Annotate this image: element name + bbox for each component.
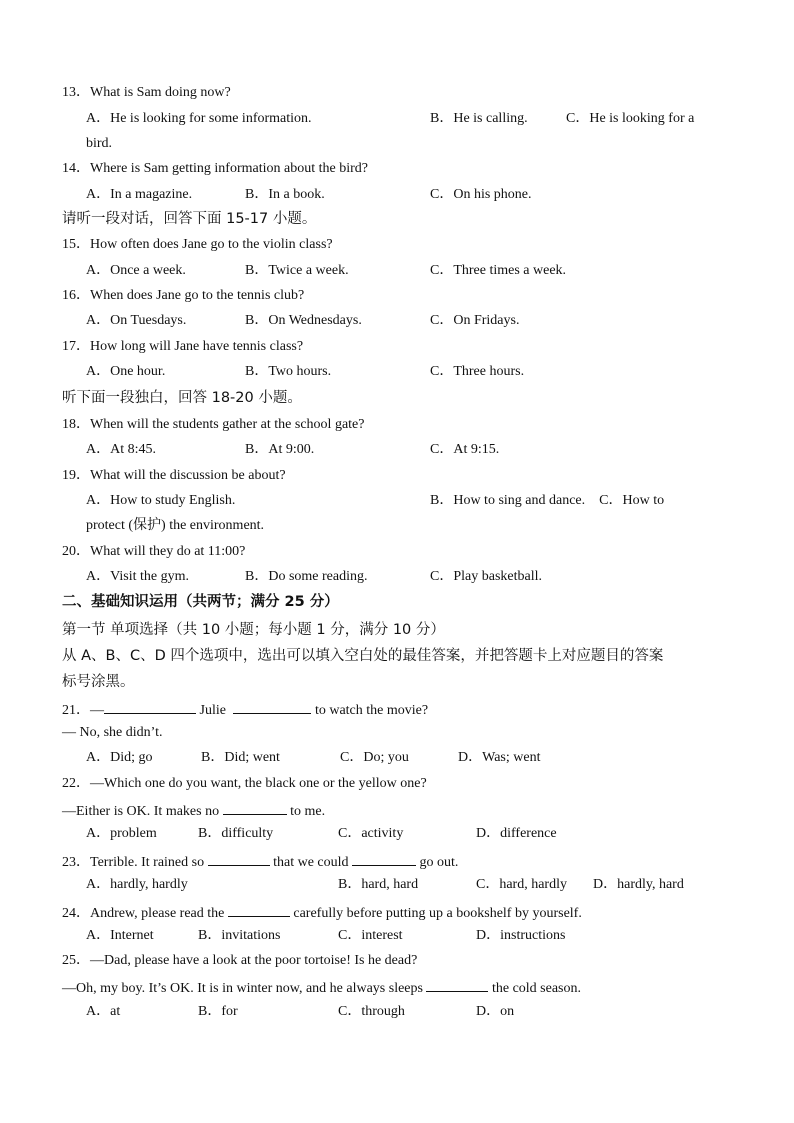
q22-reply-post: to me.: [290, 804, 326, 819]
q24-option-c: C．interest: [338, 928, 403, 943]
q15-option-c: C．Three times a week.: [430, 263, 567, 278]
q19-option-b-c: B．How to sing and dance. C．How to: [430, 493, 665, 508]
q19-stem: 19．What will the discussion be about?: [62, 468, 286, 483]
q17-option-b: B．Two hours.: [245, 364, 332, 379]
q16-option-a: A．On Tuesdays.: [86, 313, 187, 328]
part-1-instruction-line-2: 标号涂黑。: [62, 674, 135, 690]
q24-option-b: B．invitations: [198, 928, 281, 943]
q25-reply: [62, 977, 581, 998]
q24-option-d: D．instructions: [476, 928, 566, 943]
q13-option-b: B．He is calling.: [430, 111, 528, 126]
q25-option-d: D．on: [476, 1004, 515, 1019]
q17-option-a: A．One hour.: [86, 364, 166, 379]
q22-option-a: A．problem: [86, 826, 157, 841]
q24-stem-pre: 24．Andrew, please read the: [62, 906, 225, 921]
q22-option-c: C．activity: [338, 826, 404, 841]
q19-option-a: A．How to study English.: [86, 493, 236, 508]
q13-option-a: A．He is looking for some information.: [86, 111, 312, 126]
q24-stem: [62, 902, 582, 923]
q25-option-a: A．at: [86, 1004, 121, 1019]
q17-stem: 17．How long will Jane have tennis class?: [62, 339, 304, 354]
q24-stem-post: carefully before putting up a bookshelf by yourself.: [293, 906, 582, 921]
q15-option-a: A．Once a week.: [86, 263, 186, 278]
q16-stem: 16．When does Jane go to the tennis club?: [62, 288, 305, 303]
q25-reply-post: the cold season.: [491, 981, 581, 996]
part-1-title: 第一节 单项选择（共 10 小题；每小题 1 分，满分 10 分）: [62, 622, 445, 638]
q22-option-d: D．difference: [476, 826, 557, 841]
q20-option-a: A．Visit the gym.: [86, 569, 189, 584]
answer-blank[interactable]: [223, 800, 287, 815]
q21-option-a: A．Did; go: [86, 750, 153, 765]
q18-option-a: A．At 8:45.: [86, 442, 156, 457]
q25-option-c: C．through: [338, 1004, 405, 1019]
q14-option-b: B．In a book.: [245, 187, 325, 202]
q18-option-c: C．At 9:15.: [430, 442, 500, 457]
q21-stem-pre: 21．—: [62, 703, 104, 718]
q13-option-c: C．He is looking for a: [566, 111, 695, 126]
q18-stem: 18．When will the students gather at the school gate?: [62, 417, 365, 432]
q14-option-a: A．In a magazine.: [86, 187, 193, 202]
q25-reply-pre: —Oh, my boy. It’s OK. It is in winter now, and he always sleeps: [62, 981, 423, 996]
answer-blank[interactable]: [228, 902, 290, 917]
answer-blank[interactable]: [104, 699, 196, 714]
q21-option-d: D．Was; went: [458, 750, 541, 765]
q23-stem-post: go out.: [419, 855, 459, 870]
q13-option-c-cont: bird.: [86, 136, 113, 151]
q18-option-b: B．At 9:00.: [245, 442, 315, 457]
q23-option-a: A．hardly, hardly: [86, 877, 188, 892]
instruction-15-17: 请听一段对话，回答下面 15-17 小题。: [62, 211, 317, 227]
q16-option-b: B．On Wednesdays.: [245, 313, 362, 328]
q22-reply: [62, 800, 325, 821]
q15-option-b: B．Twice a week.: [245, 263, 349, 278]
part-1-instruction-line-1: 从 A、B、C、D 四个选项中，选出可以填入空白处的最佳答案，并把答题卡上对应题目的答案: [62, 648, 664, 664]
q23-stem-pre: 23．Terrible. It rained so: [62, 855, 205, 870]
q19-option-c-cont: protect (保护) the environment.: [86, 518, 265, 533]
q14-stem: 14．Where is Sam getting information about the bird?: [62, 161, 368, 176]
q21-option-c: C．Do; you: [340, 750, 409, 765]
q25-option-b: B．for: [198, 1004, 238, 1019]
q22-stem: 22．—Which one do you want, the black one or the yellow one?: [62, 776, 427, 791]
q14-option-c: C．On his phone.: [430, 187, 532, 202]
q13-stem: 13．What is Sam doing now?: [62, 85, 231, 100]
q25-stem: 25．—Dad, please have a look at the poor tortoise! Is he dead?: [62, 953, 418, 968]
q21-reply: — No, she didn’t.: [62, 725, 163, 740]
q24-option-a: A．Internet: [86, 928, 154, 943]
q20-option-c: C．Play basketball.: [430, 569, 542, 584]
q23-stem: [62, 851, 458, 872]
answer-blank[interactable]: [208, 851, 270, 866]
q20-stem: 20．What will they do at 11:00?: [62, 544, 246, 559]
q17-option-c: C．Three hours.: [430, 364, 525, 379]
q22-option-b: B．difficulty: [198, 826, 274, 841]
section-2-title: 二、基础知识运用（共两节；满分 25 分）: [62, 594, 339, 610]
q23-option-c: C．hard, hardly: [476, 877, 567, 892]
instruction-18-20: 听下面一段独白，回答 18-20 小题。: [62, 390, 302, 406]
q23-stem-mid: that we could: [273, 855, 349, 870]
q20-option-b: B．Do some reading.: [245, 569, 368, 584]
q22-reply-pre: —Either is OK. It makes no: [62, 804, 220, 819]
q21-stem-post: to watch the movie?: [314, 703, 429, 718]
q16-option-c: C．On Fridays.: [430, 313, 520, 328]
answer-blank[interactable]: [352, 851, 416, 866]
q21-stem: [62, 699, 428, 720]
q21-stem-mid: Julie: [199, 703, 226, 718]
q21-option-b: B．Did; went: [201, 750, 280, 765]
answer-blank[interactable]: [426, 977, 488, 992]
answer-blank[interactable]: [233, 699, 311, 714]
q23-option-b: B．hard, hard: [338, 877, 419, 892]
q23-option-d: D．hardly, hard: [593, 877, 684, 892]
q15-stem: 15．How often does Jane go to the violin class?: [62, 237, 333, 252]
